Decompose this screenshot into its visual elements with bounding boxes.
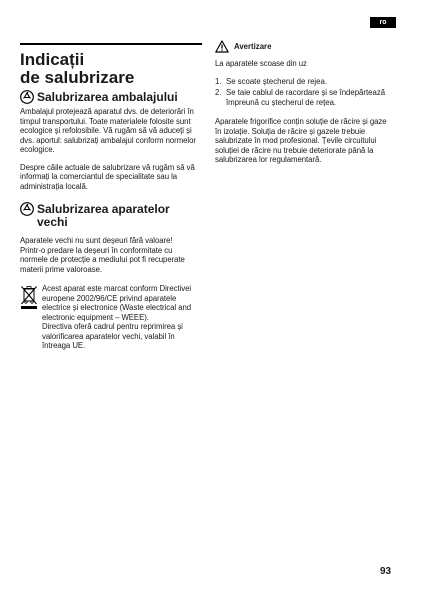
warning-steps [215,77,395,108]
warning-paragraph: Aparatele frigorifice conțin soluție de răcire și gaze în izolație. Soluția de răcire și gazele trebuie salubrizate în mod profesional. Țevile circuitului soluției de răcire nu trebuie deteriorate până la salubrizarea lor regulamentară. [215,117,387,164]
warning-heading [215,40,395,53]
weee-notice [20,284,202,351]
warning-step [215,77,395,87]
old-appliances-heading [20,203,202,229]
recycle-icon [20,202,34,216]
crossed-out-bin-icon [20,285,38,309]
page-title [20,51,205,87]
warning-intro: La aparatele scoase din uz [215,59,307,68]
weee-paragraph-1: Acest aparat este marcat conform Directivei europene 2002/96/CE privind aparatele electrice și electronice (Waste electrical and electronic equipment – WEEE). [42,284,192,322]
packaging-paragraph-2: Despre căile actuale de salubrizare vă rugăm să vă informați la comerciantul de specialitate sau la administrația locală. [20,162,195,191]
warning-triangle-icon [215,40,229,53]
page-title-line1: Indicații [20,50,85,69]
warning-step [215,88,395,107]
right-column [215,40,395,165]
old-appliances-paragraph-1b: Printr-o predare la deșeuri în conformitate cu normele de protecție a mediului pot fi recuperate materii prime valoroase. [20,245,185,274]
warning-step-text: Se taie cablul de racordare și se îndepărtează împreună cu ștecherul de rețea. [226,88,386,107]
left-column [20,91,202,351]
page-number: 93 [380,566,392,577]
warning-step-number: 2. [215,88,222,97]
weee-paragraph-2: Directiva oferă cadrul pentru reprimirea și valorificarea aparatelor vechi, valabil în întreaga UE. [42,322,183,350]
warning-heading-text: Avertizare [234,42,272,51]
warning-step-number: 1. [215,76,222,86]
title-rule [20,43,202,45]
page-title-line2: de salubrizare [20,68,135,87]
old-appliances-paragraph-1a: Aparatele vechi nu sunt deșeuri fără valoare! [20,236,173,245]
old-appliances-heading-text: Salubrizarea aparatelor vechi [37,202,170,229]
recycle-icon [20,90,34,104]
warning-step-text: Se scoate ștecherul de rejea. [226,76,327,86]
packaging-heading [20,91,202,104]
packaging-heading-text: Salubrizarea ambalajului [37,90,178,104]
language-badge: ro [370,17,396,28]
packaging-paragraph-1: Ambalajul protejează aparatul dvs. de deteriorări în timpul transportului. Toate materialele folosite sunt ecologice și refolosibile. Vă rugăm să vă aduceți și dvs. aportul: salubrizați ambalajul conform normelor ecologice. [20,107,196,154]
